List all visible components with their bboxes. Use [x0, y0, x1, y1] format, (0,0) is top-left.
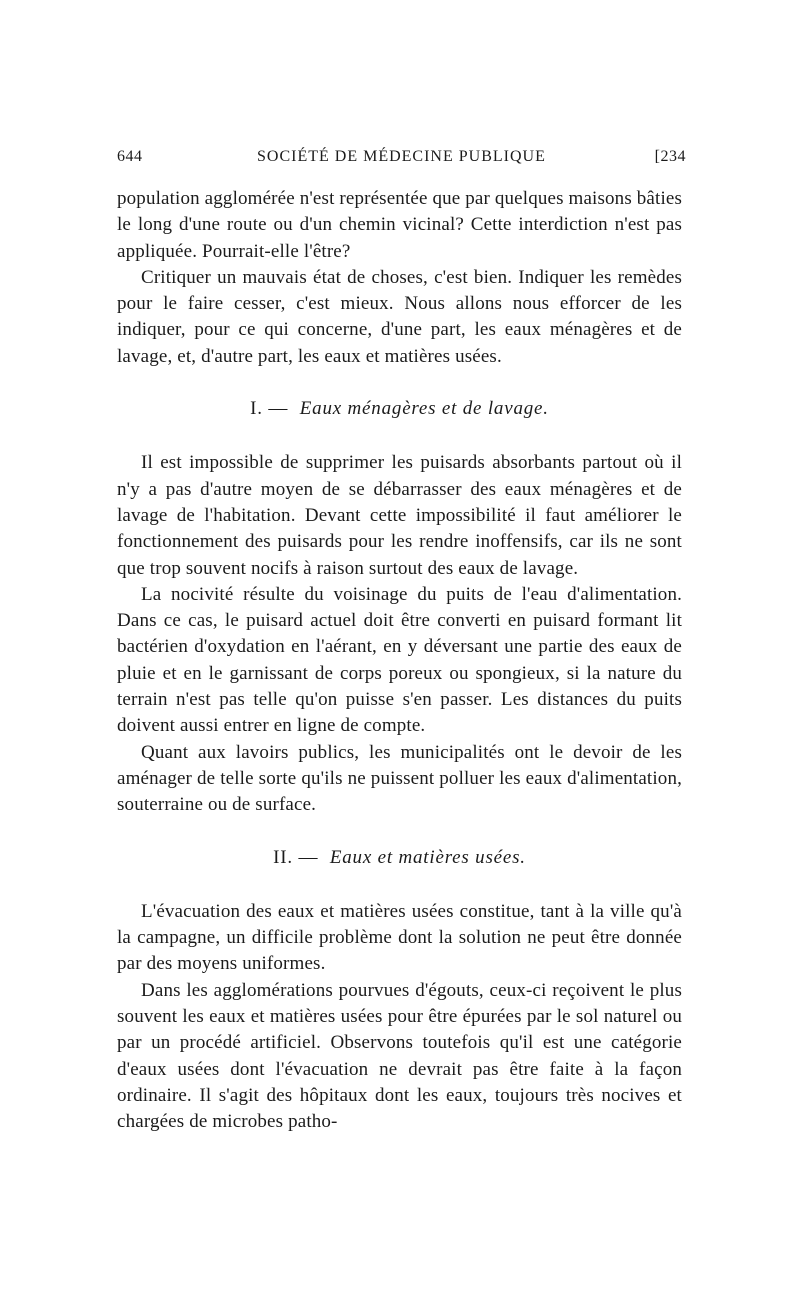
section-heading: [117, 845, 682, 871]
section-number: II. —: [273, 846, 319, 868]
paragraph: population agglomérée n'est représentée que par quelques maisons bâties le long d'une route ou d'un chemin vicinal? Cette interdiction n'est pas appliquée. Pourrait-elle l'être?: [117, 188, 682, 262]
running-header: [117, 148, 686, 172]
section-heading: [117, 396, 682, 422]
bracket-page-number: [234: [654, 148, 686, 165]
document-page: [117, 148, 686, 1136]
section-number: I. —: [250, 398, 289, 420]
body-text: [117, 186, 682, 1136]
page-number: 644: [117, 148, 143, 165]
paragraph: Quant aux lavoirs publics, les municipalités ont le devoir de les aménager de telle sorte qu'ils ne puissent polluer les eaux d'alimentation, souterraine ou de surface.: [117, 741, 682, 816]
paragraph: L'évacuation des eaux et matières usées constitue, tant à la ville qu'à la campagne, un difficile problème dont la solution ne peut être donnée par des moyens uniformes.: [117, 900, 682, 975]
paragraph: Critiquer un mauvais état de choses, c'est bien. Indiquer les remèdes pour le faire cesser, c'est mieux. Nous allons nous efforcer de les indiquer, pour ce qui concerne, d'une part, les eaux ménagères et de lavage, et, d'autre part, les eaux et matières usées.: [117, 266, 682, 367]
running-title: SOCIÉTÉ DE MÉDECINE PUBLIQUE: [257, 148, 546, 165]
paragraph: Dans les agglomérations pourvues d'égouts, ceux-ci reçoivent le plus souvent les eaux et matières usées pour être épurées par le sol naturel ou par un procédé artificiel. Observons toutefois qu'il est une catégorie d'eaux usées dont l'évacuation ne devrait pas être faite à la façon ordinaire. Il s'agit des hôpitaux dont les eaux, toujours très nocives et chargées de microbes patho-: [117, 979, 682, 1133]
paragraph: La nocivité résulte du voisinage du puits de l'eau d'alimentation. Dans ce cas, le puisard actuel doit être converti en puisard formant lit bactérien d'oxydation en l'aérant, en y déversant une partie des eaux de pluie et en le garnissant de corps poreux ou spongieux, si la nature du terrain n'est pas telle qu'on puisse s'en passer. Les distances du puits doivent aussi entrer en ligne de compte.: [117, 583, 682, 737]
section-title: Eaux ménagères et de lavage.: [299, 398, 549, 420]
section-title: Eaux et matières usées.: [329, 846, 526, 868]
paragraph: Il est impossible de supprimer les puisards absorbants partout où il n'y a pas d'autre moyen de se débarrasser des eaux ménagères et de lavage de l'habitation. Devant cette impossibilité il faut améliorer le fonctionnement des puisards pour les rendre inoffensifs, car ils ne sont que trop souvent nocifs à raison surtout des eaux de lavage.: [117, 452, 682, 579]
